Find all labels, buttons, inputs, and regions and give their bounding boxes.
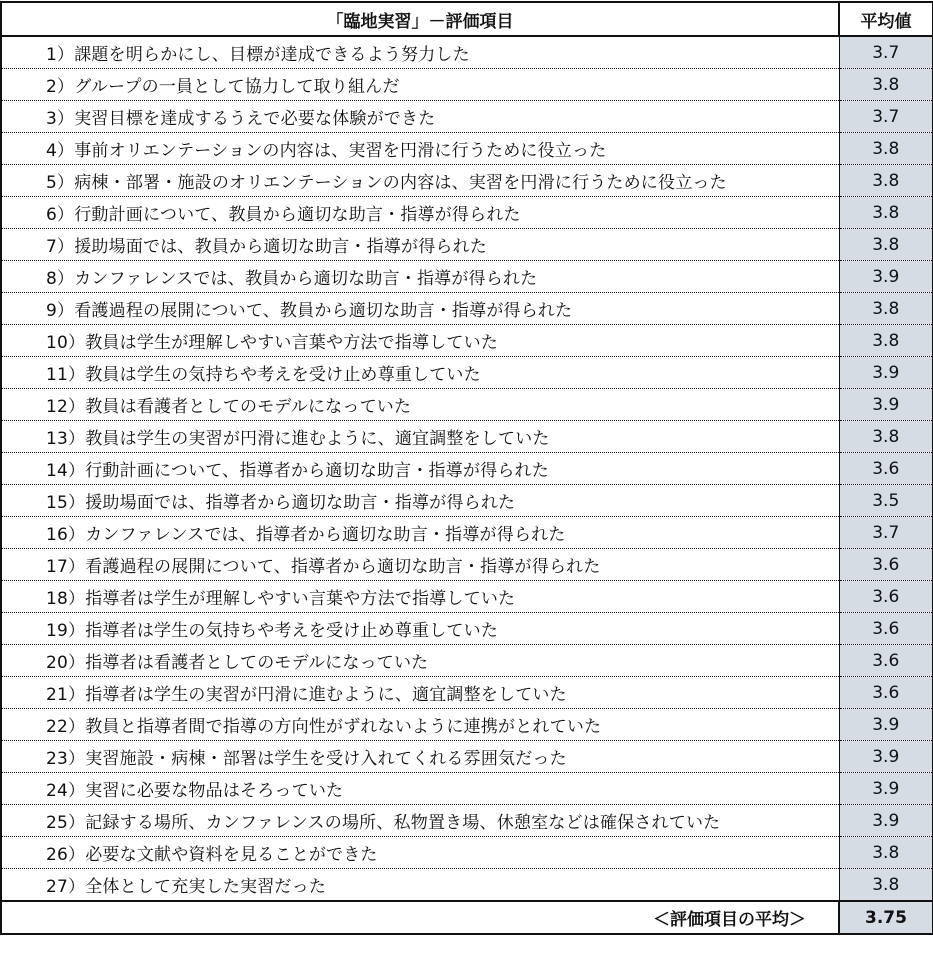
item-average: 3.9 xyxy=(839,709,933,741)
table-row xyxy=(1,709,933,741)
item-label: 16）カンファレンスでは、指導者から適切な助言・指導が得られた xyxy=(1,517,839,549)
item-label: 12）教員は看護者としてのモデルになっていた xyxy=(1,389,839,421)
table-row xyxy=(1,645,933,677)
table-row xyxy=(1,581,933,613)
item-label: 15）援助場面では、指導者から適切な助言・指導が得られた xyxy=(1,485,839,517)
item-label: 25）記録する場所、カンファレンスの場所、私物置き場、休憩室などは確保されていた xyxy=(1,805,839,837)
item-label: 27）全体として充実した実習だった xyxy=(1,869,839,902)
item-average: 3.9 xyxy=(839,741,933,773)
table-row xyxy=(1,389,933,421)
item-average: 3.8 xyxy=(839,837,933,869)
table-row xyxy=(1,837,933,869)
item-label: 10）教員は学生が理解しやすい言葉や方法で指導していた xyxy=(1,325,839,357)
item-average: 3.9 xyxy=(839,805,933,837)
item-average: 3.6 xyxy=(839,645,933,677)
item-average: 3.6 xyxy=(839,581,933,613)
summary-value: 3.75 xyxy=(839,901,933,934)
average-column-header: 平均値 xyxy=(839,2,933,36)
item-label: 22）教員と指導者間で指導の方向性がずれないように連携がとれていた xyxy=(1,709,839,741)
item-average: 3.8 xyxy=(839,869,933,902)
table-row xyxy=(1,549,933,581)
table-row xyxy=(1,613,933,645)
table-row xyxy=(1,165,933,197)
table-row xyxy=(1,261,933,293)
item-average: 3.6 xyxy=(839,613,933,645)
item-average: 3.9 xyxy=(839,357,933,389)
table-row xyxy=(1,229,933,261)
item-average: 3.5 xyxy=(839,485,933,517)
item-label: 8）カンファレンスでは、教員から適切な助言・指導が得られた xyxy=(1,261,839,293)
summary-row xyxy=(1,901,933,934)
item-label: 20）指導者は看護者としてのモデルになっていた xyxy=(1,645,839,677)
item-label: 4）事前オリエンテーションの内容は、実習を円滑に行うために役立った xyxy=(1,133,839,165)
item-average: 3.6 xyxy=(839,549,933,581)
item-label: 26）必要な文献や資料を見ることができた xyxy=(1,837,839,869)
item-label: 9）看護過程の展開について、教員から適切な助言・指導が得られた xyxy=(1,293,839,325)
item-average: 3.9 xyxy=(839,389,933,421)
item-label: 19）指導者は学生の気持ちや考えを受け止め尊重していた xyxy=(1,613,839,645)
header-row xyxy=(1,2,933,36)
item-average: 3.6 xyxy=(839,453,933,485)
table-row xyxy=(1,773,933,805)
item-label: 11）教員は学生の気持ちや考えを受け止め尊重していた xyxy=(1,357,839,389)
item-label: 13）教員は学生の実習が円滑に進むように、適宜調整をしていた xyxy=(1,421,839,453)
item-average: 3.7 xyxy=(839,36,933,69)
item-label: 23）実習施設・病棟・部署は学生を受け入れてくれる雰囲気だった xyxy=(1,741,839,773)
table-row xyxy=(1,69,933,101)
item-label: 7）援助場面では、教員から適切な助言・指導が得られた xyxy=(1,229,839,261)
table-row xyxy=(1,357,933,389)
item-average: 3.8 xyxy=(839,165,933,197)
item-label: 6）行動計画について、教員から適切な助言・指導が得られた xyxy=(1,197,839,229)
item-average: 3.7 xyxy=(839,517,933,549)
table-row xyxy=(1,741,933,773)
item-label: 24）実習に必要な物品はそろっていた xyxy=(1,773,839,805)
item-label: 21）指導者は学生の実習が円滑に進むように、適宜調整をしていた xyxy=(1,677,839,709)
table-row xyxy=(1,805,933,837)
item-average: 3.6 xyxy=(839,677,933,709)
table-row xyxy=(1,869,933,902)
item-average: 3.8 xyxy=(839,197,933,229)
item-label: 14）行動計画について、指導者から適切な助言・指導が得られた xyxy=(1,453,839,485)
evaluation-table xyxy=(0,1,933,935)
item-average: 3.8 xyxy=(839,421,933,453)
item-column-header: 「臨地実習」－評価項目 xyxy=(1,2,839,36)
item-label: 17）看護過程の展開について、指導者から適切な助言・指導が得られた xyxy=(1,549,839,581)
table-row xyxy=(1,453,933,485)
evaluation-rows xyxy=(1,36,933,901)
table-row xyxy=(1,293,933,325)
item-average: 3.7 xyxy=(839,101,933,133)
item-label: 18）指導者は学生が理解しやすい言葉や方法で指導していた xyxy=(1,581,839,613)
item-label: 3）実習目標を達成するうえで必要な体験ができた xyxy=(1,101,839,133)
item-average: 3.9 xyxy=(839,773,933,805)
table-row xyxy=(1,325,933,357)
item-average: 3.9 xyxy=(839,261,933,293)
table-row xyxy=(1,101,933,133)
item-label: 5）病棟・部署・施設のオリエンテーションの内容は、実習を円滑に行うために役立った xyxy=(1,165,839,197)
item-label: 2）グループの一員として協力して取り組んだ xyxy=(1,69,839,101)
table-row xyxy=(1,36,933,69)
item-average: 3.8 xyxy=(839,229,933,261)
table-row xyxy=(1,517,933,549)
table-row xyxy=(1,677,933,709)
item-average: 3.8 xyxy=(839,293,933,325)
table-row xyxy=(1,197,933,229)
table-row xyxy=(1,421,933,453)
summary-label: ＜評価項目の平均＞ xyxy=(1,901,839,934)
table-row xyxy=(1,485,933,517)
item-average: 3.8 xyxy=(839,69,933,101)
table-row xyxy=(1,133,933,165)
item-label: 1）課題を明らかにし、目標が達成できるよう努力した xyxy=(1,36,839,69)
item-average: 3.8 xyxy=(839,325,933,357)
item-average: 3.8 xyxy=(839,133,933,165)
